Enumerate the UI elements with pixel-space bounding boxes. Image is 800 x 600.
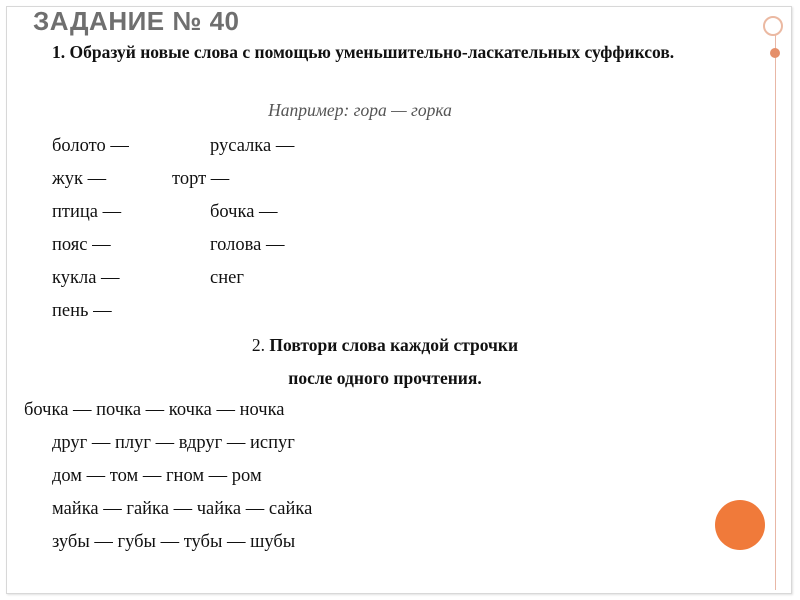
task2-heading-line1 xyxy=(0,333,770,357)
decorative-vertical-line xyxy=(775,20,776,590)
word-left-5: кукла — xyxy=(52,268,120,288)
word-right-5: снег xyxy=(210,268,244,288)
word-left-3: птица — xyxy=(52,202,122,222)
word-row-3: дом — том — гном — ром xyxy=(52,466,262,486)
word-left-6: пень — xyxy=(52,301,112,321)
decorative-ring-icon xyxy=(763,16,783,36)
task1-instruction: 1. Образуй новые слова с помощью уменьшительно-ласкательных суффиксов. xyxy=(52,42,675,62)
word-right-3: бочка — xyxy=(210,202,278,222)
task2-number: 2. xyxy=(251,335,266,355)
word-right-1: русалка — xyxy=(210,136,295,156)
decorative-orange-circle-icon xyxy=(715,500,765,550)
slide-title: ЗАДАНИЕ № 40 xyxy=(33,6,240,36)
word-right-4: голова — xyxy=(210,235,285,255)
word-left-4: пояс — xyxy=(52,235,111,255)
task2-heading-line2: после одного прочтения. xyxy=(288,368,482,388)
word-row-4: майка — гайка — чайка — сайка xyxy=(52,499,313,519)
word-row-2: друг — плуг — вдруг — испуг xyxy=(52,433,295,453)
word-right-2: торт — xyxy=(172,169,230,189)
word-left-2: жук — xyxy=(52,169,107,189)
task1-example: Например: гора — горка xyxy=(268,100,452,120)
decorative-small-dot-icon xyxy=(770,48,780,58)
word-left-1: болото — xyxy=(52,136,129,156)
word-row-1: бочка — почка — кочка — ночка xyxy=(24,400,285,420)
word-row-5: зубы — губы — тубы — шубы xyxy=(52,532,296,552)
task2-heading-text: Повтори слова каждой строчки xyxy=(265,335,519,355)
